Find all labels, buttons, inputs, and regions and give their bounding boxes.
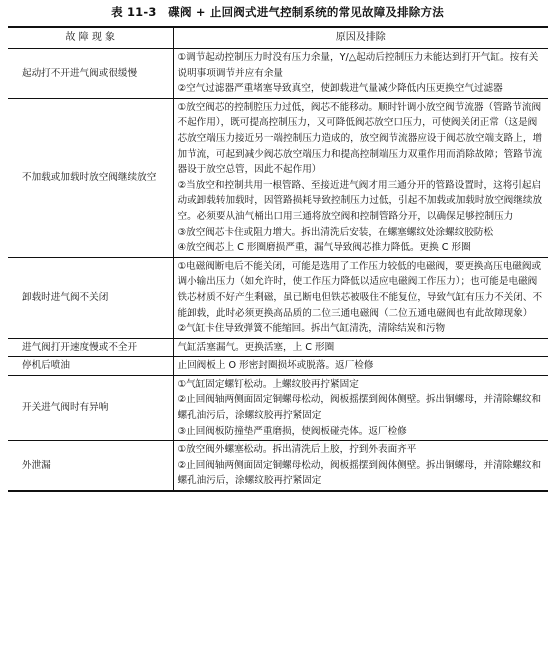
fault-symptom-cell: 卸载时进气阀不关闭: [8, 257, 173, 338]
table-header-row: [8, 27, 548, 49]
fault-symptom-cell: 开关进气阀时有异响: [8, 375, 173, 440]
remedy-item: ③放空阀芯卡住或阻力增大。拆出清洗后安装，在螺塞螺纹处涂螺纹胶防松: [177, 226, 494, 238]
fault-column-header: 故 障 现 象: [8, 27, 173, 49]
remedy-cell: [173, 357, 548, 376]
table-caption: 表 11-3 碟阀 + 止回阀式进气控制系统的常见故障及排除方法: [111, 5, 444, 19]
table-row: [8, 49, 548, 99]
table-row: [8, 338, 548, 357]
remedy-item: ②气缸卡住导致弹簧不能缩回。拆出气缸清洗，清除结炭和污物: [177, 323, 446, 335]
remedy-item: ①放空阀外螺塞松动。拆出清洗后上胶，拧到外表面齐平: [177, 444, 417, 456]
remedy-item: 止回阀板上 O 形密封圈损坏或脱落。返厂检修: [177, 360, 374, 372]
table-row: [8, 357, 548, 376]
fault-symptom-cell: 进气阀打开速度慢或不全开: [8, 338, 173, 357]
remedy-item: 气缸活塞漏气。更换活塞，上 C 形圈: [177, 341, 335, 353]
remedy-item: ②止回阀轴两侧面固定铜螺母松动，阀板摇摆到阀体侧壁。拆出铜螺母，并清除螺纹和螺孔油污后，涂螺纹胶再拧紧固定: [177, 459, 542, 487]
table-row: [8, 98, 548, 257]
remedy-cell: [173, 375, 548, 440]
remedy-item: ①放空阀芯的控制腔压力过低，阀芯不能移动。顺时针调小放空阀节流器（管路节流阀不起作用），既可提高控制压力，又可降低阀芯放空口压力，可使阀关闭正常（这是阀芯放空端压力接近另一端控制压力造成的，放空阀节流器应设于阀芯放空端支路上，增加节流，可起到减少阀芯放空端压力和提高控制端压力双重作用而消除故障；管路节流器设于放空总管，因此不起作用）: [177, 101, 543, 176]
remedy-item: ②当放空和控制共用一根管路、至接近进气阀才用三通分开的管路设置时，这将引起启动或卸载转加载时，因管路损耗导致控制压力过低，引起不加载或加载时放空阀继续放空。必须要从油气桶出口用三通将放空阀和控制管路分开，以确保足够控制压力: [177, 179, 543, 222]
remedy-cell: [173, 257, 548, 338]
remedy-item: ②止回阀轴两侧面固定铜螺母松动，阀板摇摆到阀体侧壁。拆出铜螺母，并清除螺纹和螺孔油污后，涂螺纹胶再拧紧固定: [177, 394, 542, 422]
remedy-item: ③止回阀板防撞垫严重磨损，使阀板碰壳体。返厂检修: [177, 425, 407, 437]
fault-symptom-cell: 停机后喷油: [8, 357, 173, 376]
fault-table: [8, 26, 548, 492]
fault-symptom-cell: 起动打不开进气阀或很缓慢: [8, 49, 173, 99]
remedy-item: ④放空阀芯上 C 形圈磨损严重，漏气导致阀芯推力降低。更换 C 形圈: [177, 242, 471, 254]
remedy-item: ②空气过滤器严重堵塞导致真空，使卸载进气量减少降低内压更换空气过滤器: [177, 83, 503, 95]
table-row: [8, 257, 548, 338]
remedy-item: ①电磁阀断电后不能关闭，可能是选用了工作压力较低的电磁阀，要更换高压电磁阀或调小输出压力（如允许时，使工作压力降低以适应电磁阀工作压力）；也可能是电磁阀铁芯材质不好产生剩磁，虽已断电但铁芯被吸住不能复位，导致气缸有压力不关闭、不能卸载，此时必须更换高品质的二位三通电磁阀（二位五通电磁阀也有此故障现象）: [177, 260, 543, 319]
remedy-item: ①气缸固定螺钉松动。上螺纹胶再拧紧固定: [177, 378, 359, 390]
remedy-cell: [173, 441, 548, 491]
remedy-cell: [173, 49, 548, 99]
remedy-column-header: 原因及排除: [173, 27, 548, 49]
remedy-cell: [173, 98, 548, 257]
remedy-item: ①调节起动控制压力时没有压力余量，Y/△起动后控制压力未能达到打开气缸。按有关说明事项调节并应有余量: [177, 52, 539, 79]
fault-symptom-cell: 不加载或加载时放空阀继续放空: [8, 98, 173, 257]
fault-symptom-cell: 外泄漏: [8, 441, 173, 491]
remedy-cell: [173, 338, 548, 357]
table-row: [8, 375, 548, 440]
table-row: [8, 441, 548, 491]
